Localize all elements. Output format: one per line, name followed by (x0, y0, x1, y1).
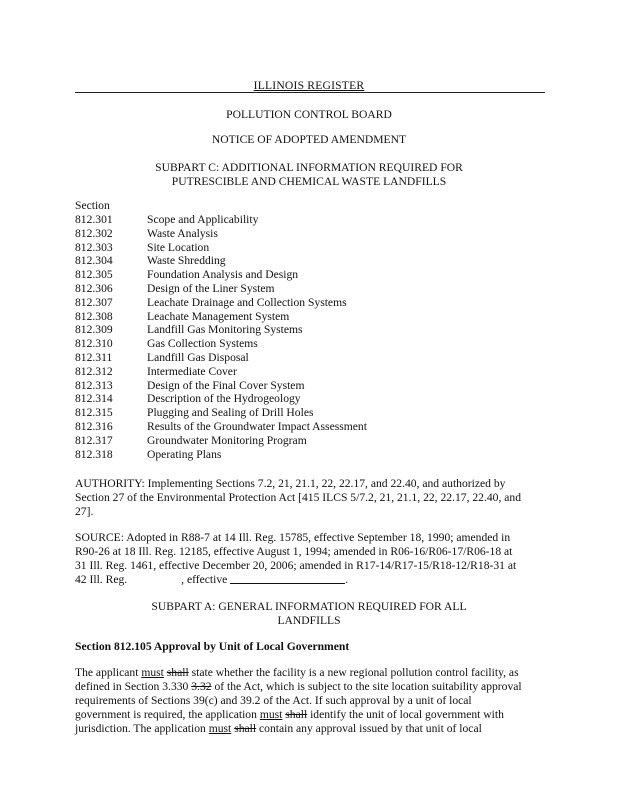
authority-line: AUTHORITY: Implementing Sections 7.2, 21, 21.1, 22, 22.17, and 22.40, and authorized by (75, 477, 506, 490)
section-title: Landfill Gas Disposal (147, 350, 249, 364)
deleted-text: shall (166, 666, 189, 679)
subpart-c-heading-line2: PUTRESCIBLE AND CHEMICAL WASTE LANDFILLS (171, 175, 447, 188)
section-row (75, 337, 367, 351)
source-period: . (345, 573, 349, 586)
section-number: 812.309 (75, 323, 113, 337)
body-text: of the Act, which is subject to the site location suitability approval (211, 680, 522, 693)
section-row (75, 241, 367, 255)
section-row (75, 323, 367, 337)
source-line: SOURCE: Adopted in R88-7 at 14 Ill. Reg. 15785, effective September 18, 1990; amended in (75, 531, 511, 544)
section-title: Leachate Management System (147, 309, 290, 323)
section-title: Waste Analysis (147, 226, 218, 240)
section-row (75, 365, 367, 379)
body-text: identify the unit of local government with (307, 708, 504, 721)
section-number: 812.318 (75, 447, 113, 461)
source-line (75, 573, 545, 587)
section-title: Landfill Gas Monitoring Systems (147, 323, 303, 337)
section-title: Plugging and Sealing of Drill Holes (147, 406, 314, 420)
inserted-text: must (141, 666, 164, 679)
body-line: requirements of Sections 39(c) and 39.2 of the Act. If such approval by a unit of local (75, 694, 472, 707)
section-title: Design of the Final Cover System (147, 378, 305, 392)
section-number: 812.311 (75, 350, 113, 364)
register-title: ILLINOIS REGISTER (253, 79, 365, 92)
authority-line: Section 27 of the Environmental Protection Act [415 ILCS 5/7.2, 21, 21.1, 22, 22.17, 22.40, and (75, 491, 521, 504)
section-title: Operating Plans (147, 447, 222, 461)
section-number: 812.304 (75, 254, 113, 268)
body-text: jurisdiction. The application (75, 722, 209, 735)
body-text: government is required, the application (75, 708, 260, 721)
section-number: 812.302 (75, 226, 113, 240)
deleted-text: 3.32 (191, 680, 212, 693)
section-title: Gas Collection Systems (147, 337, 258, 351)
section-row (75, 254, 367, 268)
section-number: 812.305 (75, 268, 113, 282)
body-text: The applicant (75, 666, 142, 679)
section-title: Design of the Liner System (147, 281, 275, 295)
section-row (75, 310, 367, 324)
section-row (75, 296, 367, 310)
authority-paragraph (75, 477, 545, 519)
section-number: 812.307 (75, 295, 113, 309)
section-number: 812.312 (75, 364, 113, 378)
notice-title: NOTICE OF ADOPTED AMENDMENT (211, 133, 407, 146)
section-title: Description of the Hydrogeology (147, 392, 301, 406)
body-line (75, 708, 545, 722)
section-title: Site Location (147, 240, 210, 254)
body-line (75, 680, 545, 694)
source-line: R90-26 at 18 Ill. Reg. 12185, effective August 1, 1994; amended in R06-16/R06-17/R06-18 at (75, 545, 513, 558)
section-title: Intermediate Cover (147, 364, 237, 378)
body-paragraph (75, 666, 545, 736)
section-number: 812.317 (75, 433, 113, 447)
section-row (75, 448, 367, 462)
inserted-text: must (259, 708, 283, 721)
source-paragraph (75, 531, 545, 587)
section-row (75, 227, 367, 241)
section-number: 812.310 (75, 337, 113, 351)
section-row (75, 213, 367, 227)
section-row (75, 282, 367, 296)
subpart-a-heading-line1: SUBPART A: GENERAL INFORMATION REQUIRED FOR ALL (151, 600, 467, 613)
body-text: defined in Section 3.330 (75, 680, 192, 693)
body-text: state whether the facility is a new regional pollution control facility, as (188, 666, 519, 679)
deleted-text: shall (234, 722, 257, 735)
deleted-text: shall (285, 708, 308, 721)
section-row (75, 351, 367, 365)
body-line (75, 666, 545, 680)
section-title: Waste Shredding (147, 254, 226, 268)
subpart-a-heading-line2: LANDFILLS (277, 614, 341, 627)
section-number: 812.301 (75, 213, 113, 226)
section-number: 812.315 (75, 406, 113, 420)
section-row (75, 420, 367, 434)
section-row (75, 406, 367, 420)
source-line: 31 Ill. Reg. 1461, effective December 20, 2006; amended in R17-14/R17-15/R18-12/R18-31 at (75, 559, 517, 572)
section-row (75, 379, 367, 393)
body-line (75, 722, 545, 736)
section-row (75, 434, 367, 448)
section-number: 812.314 (75, 392, 113, 406)
section-title: Scope and Applicability (147, 213, 259, 226)
section-number: 812.313 (75, 378, 113, 392)
section-number: 812.303 (75, 240, 113, 254)
body-text: contain any approval issued by that unit of local (256, 722, 482, 735)
section-title: Leachate Drainage and Collection Systems (147, 295, 347, 309)
board-name: POLLUTION CONTROL BOARD (226, 108, 392, 121)
section-list (75, 213, 367, 461)
authority-line: 27]. (75, 505, 94, 518)
section-title: Results of the Groundwater Impact Assessment (147, 419, 367, 433)
section-row (75, 392, 367, 406)
source-effective: , effective (181, 573, 228, 586)
section-row (75, 268, 367, 282)
section-column-label: Section (75, 199, 110, 212)
source-reg-ref: 42 Ill. Reg. (75, 573, 128, 586)
section-number: 812.306 (75, 281, 113, 295)
section-title: Groundwater Monitoring Program (147, 433, 307, 447)
section-heading: Section 812.105 Approval by Unit of Local Government (75, 640, 350, 653)
section-title: Foundation Analysis and Design (147, 268, 299, 282)
section-number: 812.316 (75, 419, 113, 433)
subpart-c-heading-line1: SUBPART C: ADDITIONAL INFORMATION REQUIRED FOR (155, 161, 463, 174)
date-blank (230, 573, 345, 584)
inserted-text: must (208, 722, 232, 735)
section-number: 812.308 (75, 309, 113, 323)
